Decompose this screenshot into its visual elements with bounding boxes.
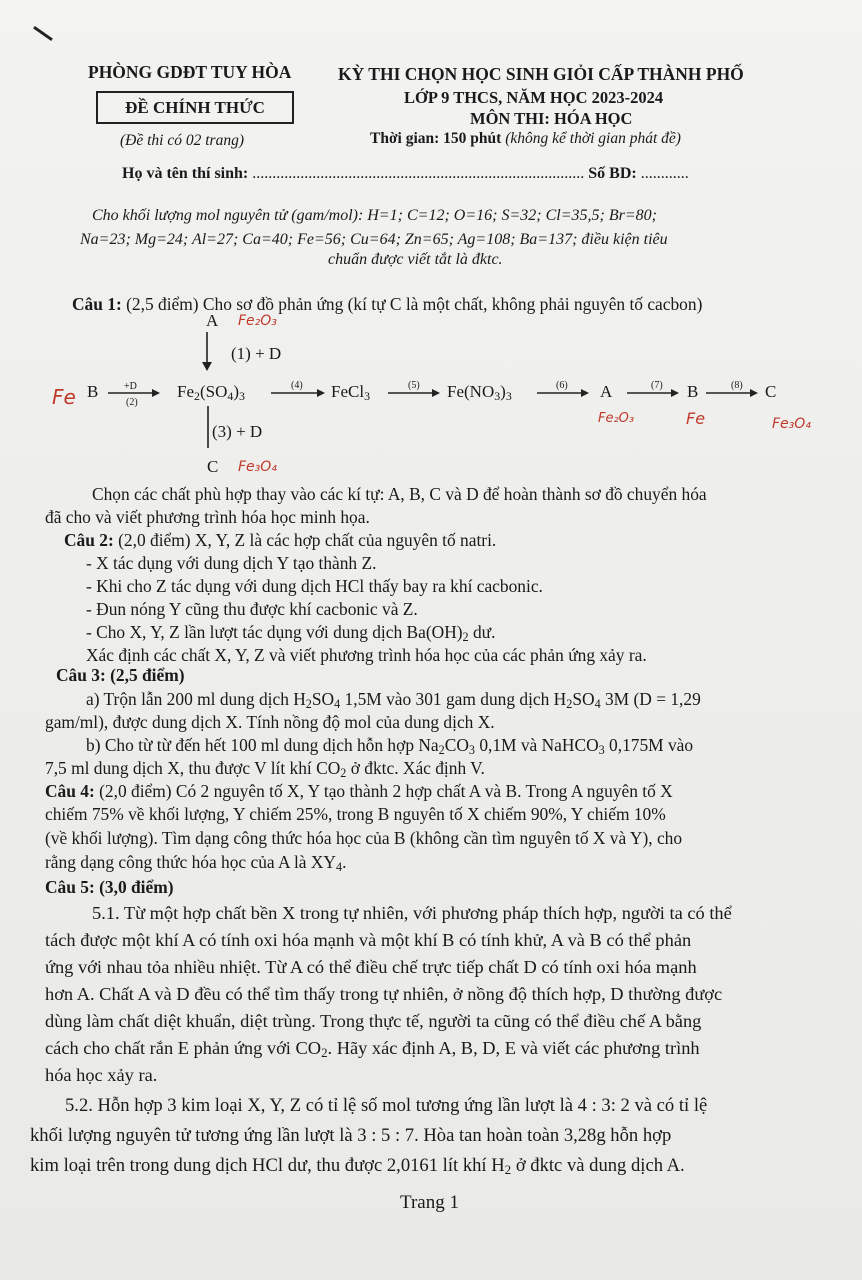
q2-para: Xác định các chất X, Y, Z và viết phương trình hóa học của các phản ứng xảy ra. [86, 645, 647, 665]
department-name: PHÒNG GDĐT TUY HÒA [88, 62, 292, 82]
q1-label: Câu 1: [72, 294, 122, 314]
q5-1-l6-a: cách cho chất rắn E phản ứng với CO [45, 1038, 322, 1058]
time-note: (không kể thời gian phát đề) [505, 130, 681, 147]
q5-2-line-1: 5.2. Hỗn hợp 3 kim loại X, Y, Z có tỉ lệ số mol tương ứng lần lượt là 4 : 3: 2 và có tỉ lệ [65, 1095, 708, 1116]
hand-note-4: Fe [686, 409, 706, 428]
q3-points: (2,5 điểm) [110, 665, 185, 685]
pen-mark [33, 26, 53, 41]
q3b-t6: ở đktc. Xác định V. [346, 758, 485, 778]
scheme-feno33: $Fe(NO_3)_3$ [447, 382, 512, 403]
label-n2: +D [124, 381, 137, 392]
q1-heading [72, 293, 702, 315]
q2-item-4-end: dư. [468, 622, 496, 642]
q2-text: (2,0 điểm) X, Y, Z là các hợp chất của nguyên tố natri. [118, 530, 497, 550]
q5-2-line-3: kim loại trên trong dung dịch HCl dư, thu được 2,0161 lít khí $H_2$ ở đktc và dung dịch A. [30, 1155, 685, 1177]
q1-text: (2,5 điểm) Cho sơ đồ phản ứng (kí tự C là một chất, không phải nguyên tố cacbon) [126, 294, 703, 314]
q3-label: Câu 3: [56, 665, 106, 685]
sbd-dots: ............ [640, 165, 689, 182]
q3-b-line-2: 7,5 ml dung dịch X, thu được V lít khí $CO_2$ ở đktc. Xác định V. [45, 758, 485, 780]
q5-heading [45, 876, 174, 898]
q3a-t3: 1,5M vào 301 gam dung dịch H [340, 689, 567, 709]
scheme-fe2so43: $Fe_2(SO_4)_3$ [177, 382, 245, 403]
label-n2b: (2) [126, 397, 138, 408]
feno33-text: Fe(NO [447, 382, 495, 401]
scheme-step-3: (3) + D [212, 422, 263, 441]
arrow-right-icon [388, 388, 440, 398]
official-label: ĐỀ CHÍNH THỨC [125, 97, 265, 117]
q4-line-3: (về khối lượng). Tìm dạng công thức hóa học của B (không cần tìm nguyên tố X và Y), cho [45, 828, 683, 848]
q3b-t4: 0,175M vào [604, 735, 694, 755]
given-line-1: Cho khối lượng mol nguyên tử (gam/mol): H=1; C=12; O=16; S=32; Cl=35,5; Br=80; [92, 207, 657, 224]
q5-2-l3-b: ở đktc và dung dịch A. [511, 1155, 685, 1176]
q4-label: Câu 4: [45, 781, 95, 801]
hand-note-2: Fe [52, 385, 76, 409]
q2-item-4-text: - Cho X, Y, Z lần lượt tác dụng với dung dịch Ba(OH) [86, 622, 463, 642]
q5-label: Câu 5: [45, 877, 95, 897]
label-n8: (8) [731, 380, 743, 391]
q5-2-line-2: khối lượng nguyên tử tương ứng lần lượt là 3 : 5 : 7. Hòa tan hoàn toàn 3,28g hỗn hợp [30, 1125, 672, 1146]
q3a-t1: a) Trộn lẫn 200 ml dung dịch H [86, 689, 306, 709]
official-badge [96, 91, 294, 124]
given-line-3: chuẩn được viết tắt là đktc. [328, 251, 503, 268]
q2-label: Câu 2: [64, 530, 114, 550]
grade-year: LỚP 9 THCS, NĂM HỌC 2023-2024 [404, 88, 664, 107]
page-number: Trang 1 [400, 1192, 459, 1213]
q5-1-line-1: 5.1. Từ một hợp chất bền X trong tự nhiên, với phương pháp thích hợp, người ta có thể [92, 903, 732, 923]
q3b-t2: CO [444, 735, 469, 755]
q3-a-line-1: a) Trộn lẫn 200 ml dung dịch $H_2SO_4$ 1,5M vào 301 gam dung dịch $H_2SO_4$ 3M (D = 1,29 [86, 689, 701, 711]
arrow-right-icon [706, 388, 758, 398]
scheme-fecl3: FeCl$_3$ [331, 382, 371, 403]
scheme-A2: A [600, 382, 613, 401]
q5-1-l6-b: . Hãy xác định A, B, D, E và viết các phương trình [327, 1038, 700, 1058]
scheme-A: A [206, 311, 219, 330]
sbd-label: Số BD: [588, 165, 637, 182]
q4-l4-end: . [342, 852, 347, 872]
q2-item-2: - Khi cho Z tác dụng với dung dịch HCl thấy bay ra khí cacbonic. [86, 576, 543, 596]
given-line-2: Na=23; Mg=24; Al=27; Ca=40; Fe=56; Cu=64; Zn=65; Ag=108; Ba=137; điều kiện tiêu [80, 231, 668, 248]
q5-2-l3-a: kim loại trên trong dung dịch HCl dư, thu được 2,0161 lít khí H [30, 1155, 505, 1176]
q5-1-line-3: ứng với nhau tỏa nhiều nhiệt. Từ A có thể điều chế trực tiếp chất D có tính oxi hóa mạnh [45, 957, 697, 977]
q1-para-1: Chọn các chất phù hợp thay vào các kí tự: A, B, C và D để hoàn thành sơ đồ chuyển hóa [92, 484, 707, 504]
q5-1-line-7: hóa học xảy ra. [45, 1065, 158, 1085]
label-n6: (6) [556, 380, 568, 391]
vertical-bar [205, 406, 211, 448]
scheme-C: C [207, 457, 219, 476]
exam-title: KỲ THI CHỌN HỌC SINH GIỎI CẤP THÀNH PHỐ [338, 64, 744, 84]
hand-note-3: Fe₂O₃ [598, 411, 635, 426]
fe2so43-text: Fe [177, 382, 194, 401]
q4-l4-text: rằng dạng công thức hóa học của A là XY [45, 852, 336, 872]
fecl3-text: FeCl [331, 382, 365, 401]
q5-points: (3,0 điểm) [99, 877, 174, 897]
scheme-step-1: (1) + D [231, 344, 282, 363]
arrow-right-icon [627, 388, 679, 398]
q3b-t5: 7,5 ml dung dịch X, thu được V lít khí CO [45, 758, 341, 778]
q5-1-line-2: tách được một khí A có tính oxi hóa mạnh và một khí B có tính khử, A và B có thể phản [45, 930, 692, 950]
pages-note: (Đề thi có 02 trang) [120, 132, 244, 149]
q4-text: (2,0 điểm) Có 2 nguyên tố X, Y tạo thành 2 hợp chất A và B. Trong A nguyên tố X [99, 781, 673, 801]
q4-line-1 [45, 780, 673, 802]
arrow-right-icon [537, 388, 589, 398]
q2-item-3: - Đun nóng Y cũng thu được khí cacbonic và Z. [86, 599, 418, 619]
q3b-t1: b) Cho từ từ đến hết 100 ml dung dịch hỗn hợp Na [86, 735, 439, 755]
scheme-B2: B [687, 382, 699, 401]
q3-b-line-1: b) Cho từ từ đến hết 100 ml dung dịch hỗn hợp $Na_2CO_3$ 0,1M và NaHCO$_3$ 0,175M vào [86, 735, 694, 757]
scheme-B: B [87, 382, 99, 401]
subject: MÔN THI: HÓA HỌC [470, 109, 633, 128]
label-n7: (7) [651, 380, 663, 391]
q1-para-2: đã cho và viết phương trình hóa học minh họa. [45, 507, 370, 527]
q2-item-4: - Cho X, Y, Z lần lượt tác dụng với dung dịch $Ba(OH)_2$ dư. [86, 622, 496, 644]
q3-heading [56, 664, 185, 686]
q5-1-line-4: hơn A. Chất A và D đều có thể tìm thấy trong tự nhiên, ở nồng độ thích hợp, D thường được [45, 984, 723, 1004]
q3a-t4: SO [572, 689, 595, 709]
q3a-t5: 3M (D = 1,29 [600, 689, 701, 709]
q5-1-line-5: dùng làm chất diệt khuẩn, diệt trùng. Trong thực tế, người ta cũng có thể điều chế A bằng [45, 1011, 702, 1031]
q3a-t2: SO [311, 689, 335, 709]
candidate-line [122, 165, 689, 183]
label-n5: (5) [408, 380, 420, 391]
q2-heading [64, 529, 496, 551]
arrow-down-icon [200, 332, 214, 372]
hand-note-1: Fe₂O₃ [238, 313, 277, 329]
label-n4: (4) [291, 380, 303, 391]
time-info [370, 130, 681, 148]
time-bold: Thời gian: 150 phút [370, 130, 502, 147]
scheme-C2: C [765, 382, 777, 401]
q3-a-line-2: gam/ml), được dung dịch X. Tính nồng độ mol của dung dịch X. [45, 712, 495, 732]
name-dots: ................................................................................... [252, 165, 585, 182]
q3b-t3: 0,1M và NaHCO [474, 735, 599, 755]
hand-note-6: Fe₃O₄ [238, 459, 277, 475]
name-label: Họ và tên thí sinh: [122, 165, 249, 182]
arrow-right-icon [271, 388, 325, 398]
q4-line-4: rằng dạng công thức hóa học của A là $XY_4$. [45, 852, 347, 874]
hand-note-5: Fe₃O₄ [772, 416, 811, 432]
q4-line-2: chiếm 75% về khối lượng, Y chiếm 25%, trong B nguyên tố X chiếm 90%, Y chiếm 10% [45, 804, 666, 824]
q5-1-line-6: cách cho chất rắn E phản ứng với $CO_2$. Hãy xác định A, B, D, E và viết các phương trình [45, 1038, 700, 1060]
q2-item-1: - X tác dụng với dung dịch Y tạo thành Z. [86, 553, 377, 573]
